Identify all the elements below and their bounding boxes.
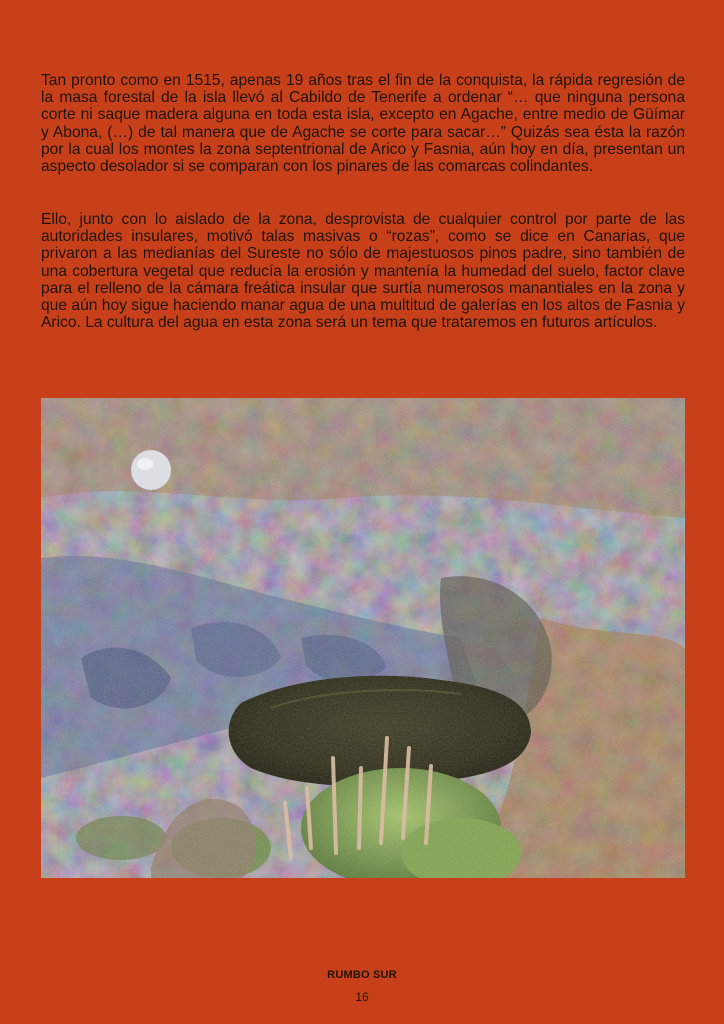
magazine-name: RUMBO SUR: [327, 969, 397, 981]
rocky-pool-photo: [41, 398, 685, 878]
article-paragraph-1: Tan pronto como en 1515, apenas 19 años tras el fin de la conquista, la rápida regresión de la masa forestal de la isla llevó al Cabildo de Tenerife a ordenar “… que ninguna persona corte ni saque madera alguna en toda esta isla, excepto en Agache, entre medio de Güímar y Abona, (…) de tal manera que de Agache se corte para sacar…” Quizás sea ésta la razón por la cual los montes la zona septentrional de Arico y Fasnia, aún hoy en día, presentan un aspecto desolador si se comparan con los pinares de las comarcas colindantes.: [41, 72, 685, 176]
article-paragraph-2: Ello, junto con lo aislado de la zona, desprovista de cualquier control por parte de las autoridades insulares, motivó talas masivas o “rozas”, como se dice en Canarias, que privaron a las medianías del Sureste no sólo de majestuosos pinos padre, sino también de una cobertura vegetal que reducía la erosión y mantenía la humedad del suelo, factor clave para el relleno de la cámara freática insular que surtía numerosos manantiales en la zona y que aún hoy sigue haciendo manar agua de una multitud de galerías en los altos de Fasnia y Arico. La cultura del agua en esta zona será un tema que trataremos en futuros artículos.: [41, 211, 685, 332]
page-number: 16: [355, 990, 369, 1004]
